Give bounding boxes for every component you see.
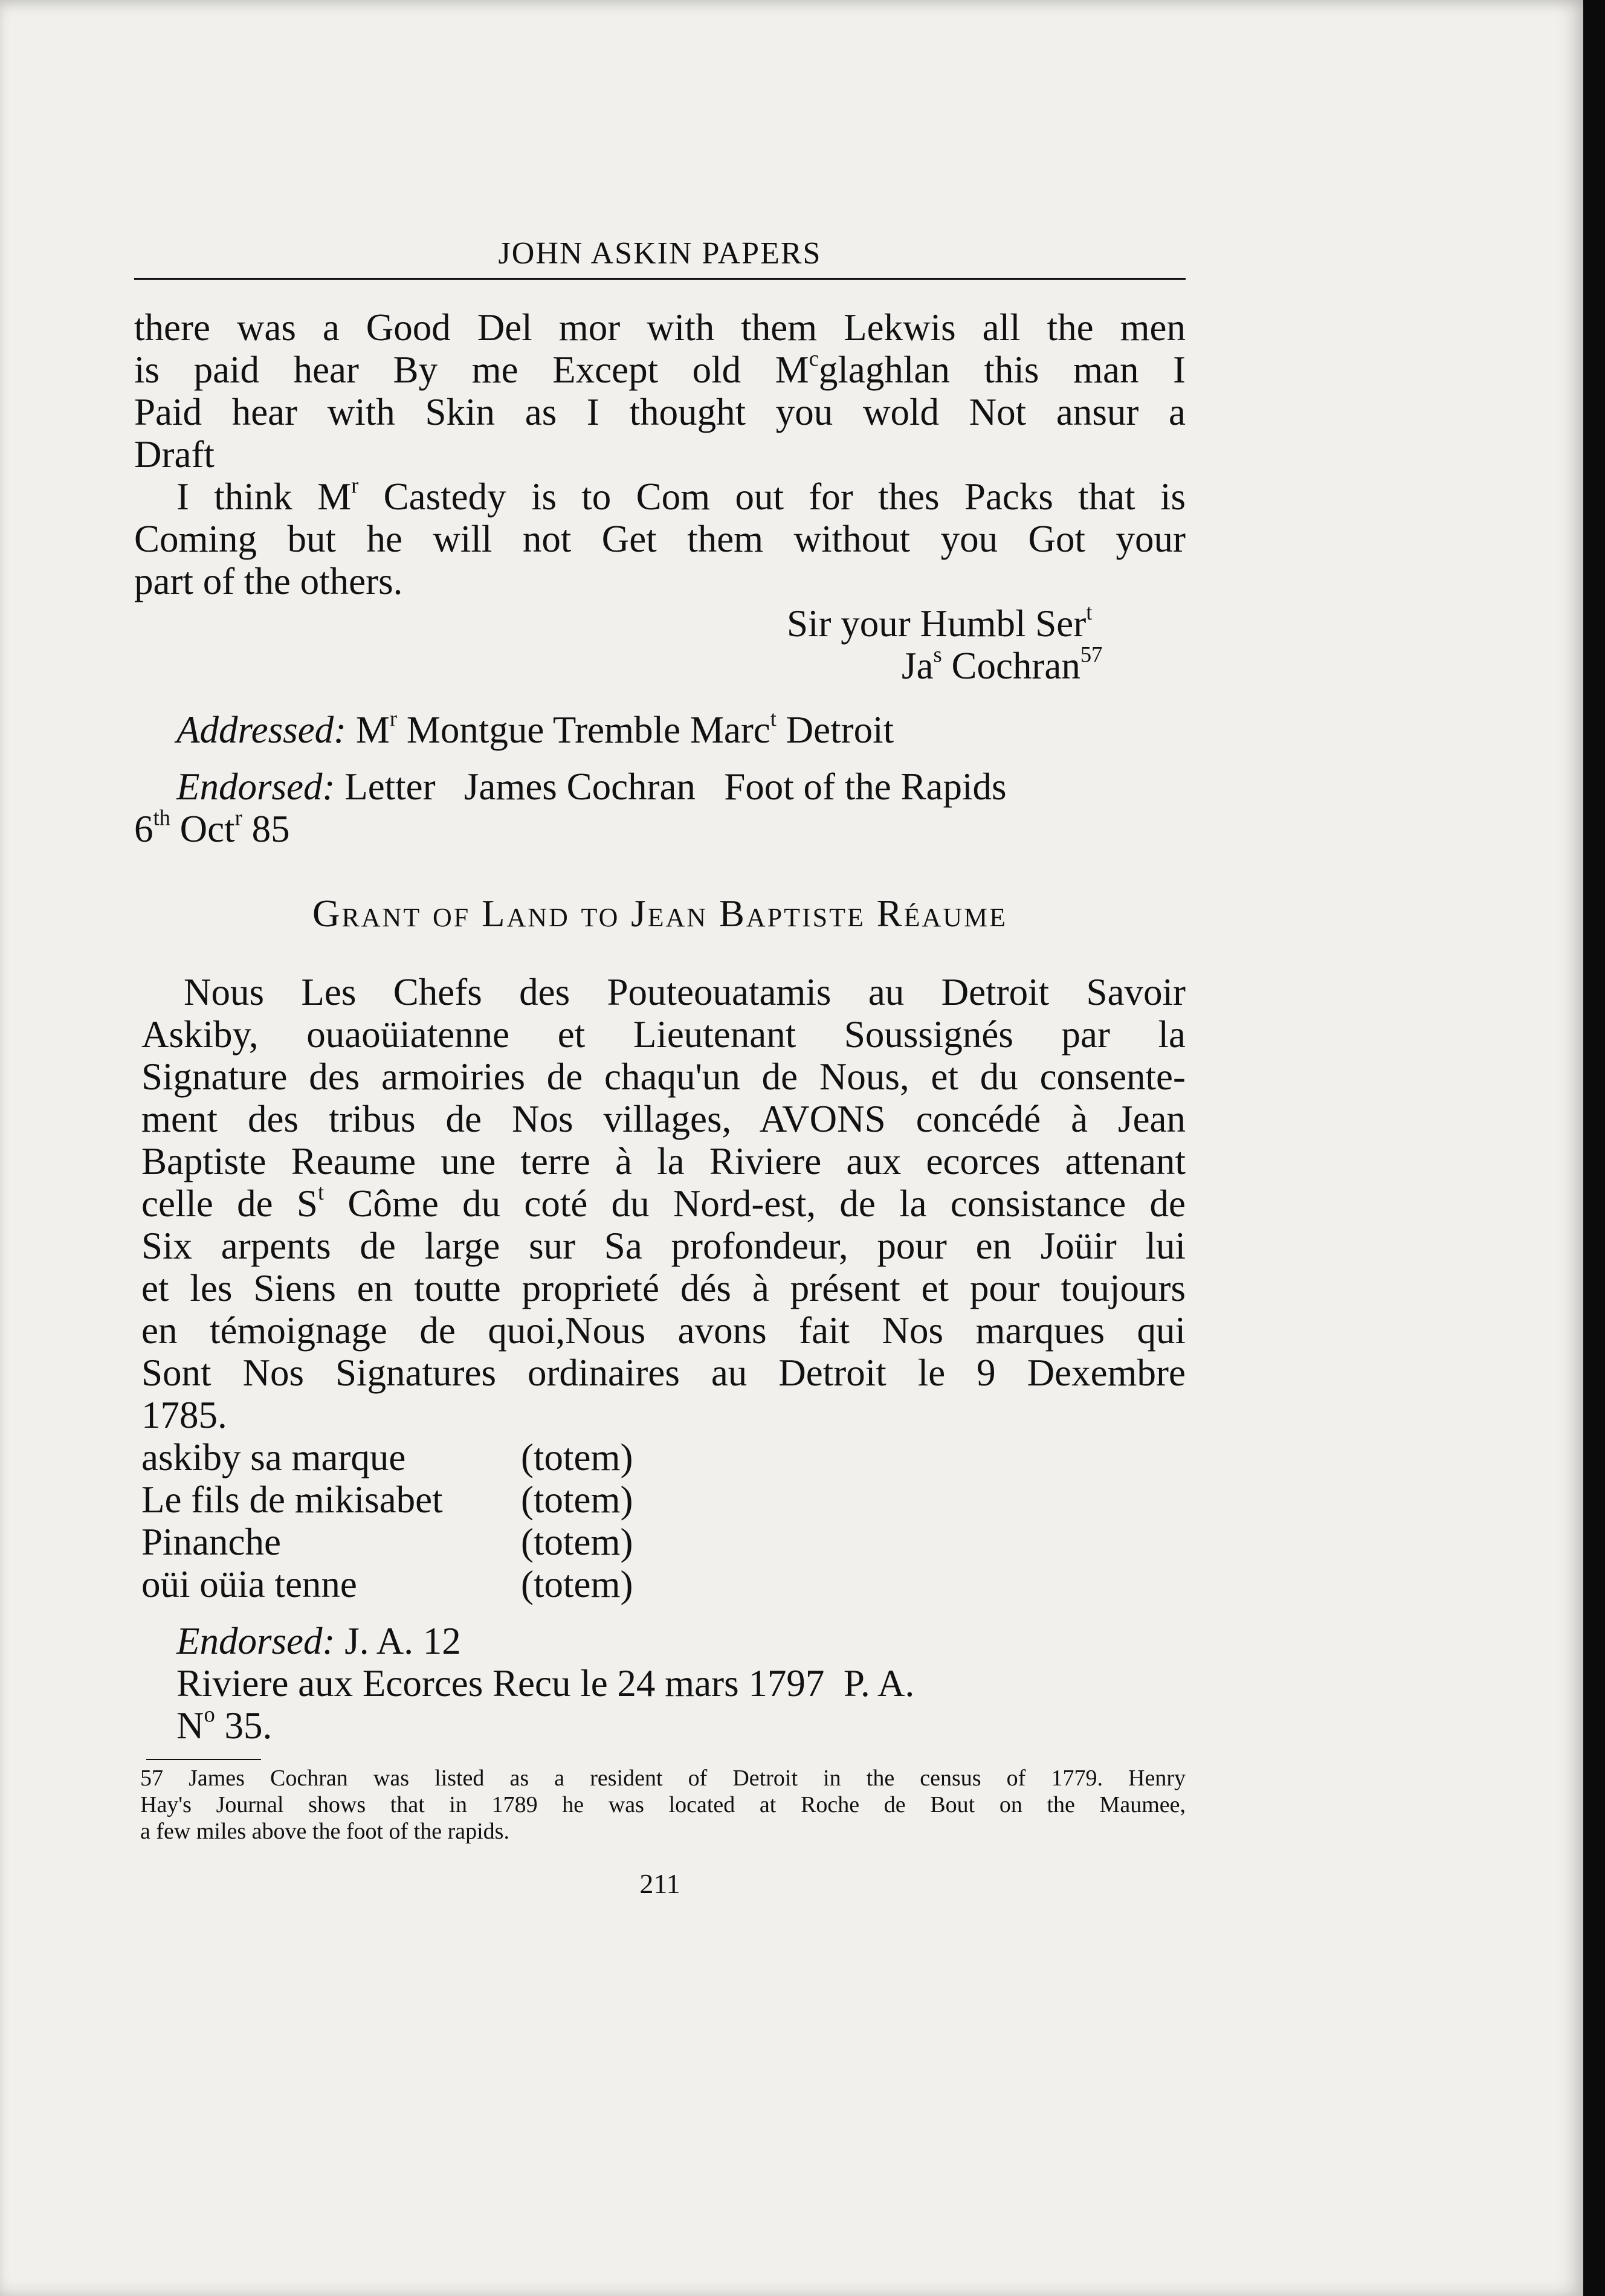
signatory-mark: (totem): [521, 1436, 633, 1479]
signatory-name: askiby sa marque: [141, 1436, 406, 1479]
grant-line: Baptiste Reaume une terre à la Riviere aux ecorces attenant: [141, 1140, 1186, 1182]
endorsement-line: $N^o$ 35.: [176, 1701, 273, 1747]
grant-line: et les Siens en toutte proprieté dés à présent et pour toujours: [141, 1267, 1186, 1309]
section-heading: Grant of Land to Jean Baptiste Réaume: [312, 892, 1008, 935]
running-title: JOHN ASKIN PAPERS: [498, 236, 822, 271]
endorsement-line: Riviere aux Ecorces Recu le 24 mars 1797 P. A.: [176, 1662, 915, 1704]
signature-list: [141, 1436, 1186, 1605]
signature-row: [141, 1436, 1186, 1479]
grant-line: Nous Les Chefs des Pouteouatamis au Detroit Savoir: [184, 971, 1186, 1013]
addressed-label: Addressed:: [176, 709, 347, 751]
letter-line: part of the others.: [134, 560, 403, 602]
endorsed-label: Endorsed:: [176, 766, 335, 808]
letter-line: is paid hear By me Except old $M^cglaghlan$ this man I: [134, 346, 1186, 391]
signatory-name: Pinanche: [141, 1521, 281, 1563]
signature-row: [141, 1521, 1186, 1563]
grant-line: Sont Nos Signatures ordinaires au Detroit le 9 Dexembre: [141, 1352, 1186, 1394]
endorsed-letter-line: Endorsed: Letter James Cochran Foot of the Rapids: [176, 766, 1007, 808]
grant-line: 1785.: [141, 1394, 227, 1436]
footnote: [134, 1765, 1186, 1845]
running-header: [134, 230, 1186, 280]
endorsed-letter-date: 6th Oct$^r$ 85: [134, 805, 290, 850]
signature-row: [141, 1563, 1186, 1605]
signatory-mark: (totem): [521, 1563, 633, 1605]
grant-line: Askiby, ouaoüiatenne et Lieutenant Soussignés par la: [141, 1013, 1186, 1056]
letter-line: Coming but he will not Get them without you Got your: [134, 518, 1186, 560]
footnote-rule: [146, 1759, 261, 1760]
grant-line: ment des tribus de Nos villages, AVONS concédé à Jean: [141, 1098, 1186, 1140]
grant-endorsement: [134, 1620, 1186, 1747]
signatory-name: oüi oüia tenne: [141, 1563, 357, 1605]
letter-line: Draft: [134, 433, 215, 476]
signatory-name: Le fils de mikisabet: [141, 1479, 443, 1521]
letter-text: [134, 306, 1186, 687]
letter-line: Paid hear with Skin as I thought you wold Not ansur a: [134, 391, 1186, 433]
letter-line: I think $M^r$ Castedy is to Com out for thes Packs that is: [176, 472, 1186, 518]
endorsement-line: Endorsed: J. A. 12: [176, 1620, 461, 1662]
grant-text: [134, 971, 1186, 1436]
letter-closing: Sir your Humbl Ser$^t$: [787, 599, 1093, 645]
signatory-mark: (totem): [521, 1479, 633, 1521]
letter-line: there was a Good Del mor with them Lekwis all the men: [134, 306, 1186, 349]
footnote-line: Hay's Journal shows that in 1789 he was located at Roche de Bout on the Maumee,: [140, 1792, 1186, 1817]
page-number: 211: [639, 1868, 680, 1899]
footnote-line: a few miles above the foot of the rapids.: [140, 1819, 509, 1844]
grant-line: celle de $S^t$ Côme du coté du Nord-est, de la consistance de: [141, 1179, 1186, 1225]
grant-line: Signature des armoiries de chaqu'un de Nous, et du consente-: [141, 1056, 1186, 1098]
grant-line: en témoignage de quoi,Nous avons fait Nos marques qui: [141, 1309, 1186, 1352]
letter-signature: Ja$^s$ Cochran$^{57}$: [902, 642, 1103, 687]
grant-line: Six arpents de large sur Sa profondeur, pour en Joüir lui: [141, 1225, 1186, 1267]
signatory-mark: (totem): [521, 1521, 633, 1563]
signature-row: [141, 1479, 1186, 1521]
page-content: [134, 230, 1186, 1905]
addressed-line: Addressed: $M^r$ Montgue Tremble Marc$^t$ Detroit: [176, 706, 894, 751]
footnote-number: 57: [140, 1766, 163, 1791]
footnote-line: 57 James Cochran was listed as a resident of Detroit in the census of 1779. Henry: [140, 1766, 1186, 1791]
footnote-ref: 57: [1080, 642, 1103, 667]
